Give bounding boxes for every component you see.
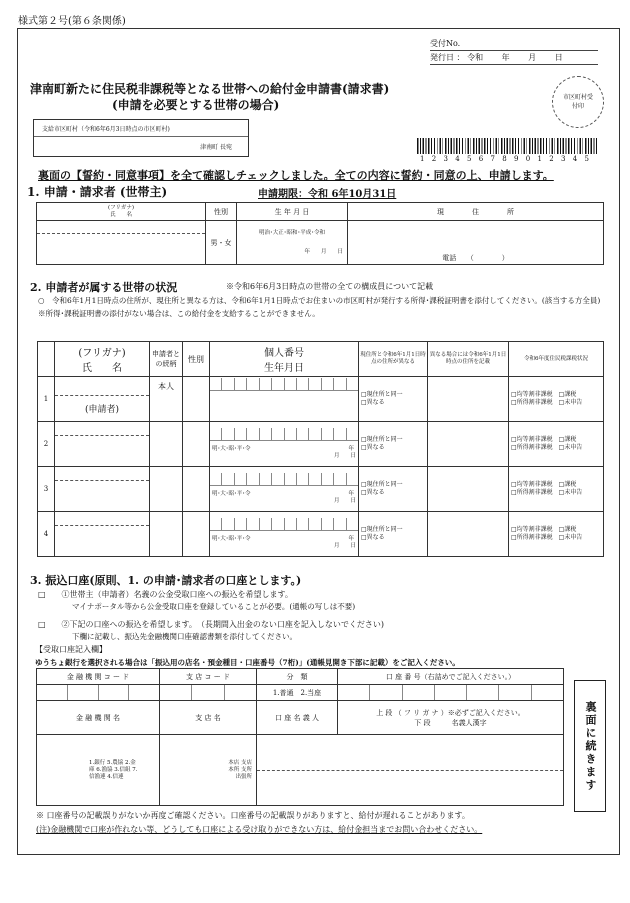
- opt-diff[interactable]: □異なる: [361, 399, 385, 406]
- year-label: 年: [348, 491, 354, 497]
- option2-note: 下欄に記載し、振込先金融機関口座確認書類を添付してください。: [72, 632, 297, 641]
- month-label: 月: [333, 543, 340, 549]
- applicant-label: (申請者): [84, 405, 120, 415]
- household-table: [37, 341, 604, 557]
- addr-check[interactable]: [359, 467, 428, 512]
- bank-name-label: 金 融 機 関 名: [37, 701, 160, 735]
- consent-statement: 裏面の【誓約・同意事項】を全て確認しチェックしました。全ての内容に誓約・同意の上、申請します。: [38, 169, 554, 182]
- relation-principal: 本人: [150, 377, 183, 422]
- old-address-field[interactable]: [428, 512, 509, 557]
- household-row: [38, 512, 604, 557]
- member-name-field[interactable]: [55, 377, 150, 422]
- era-options[interactable]: 明治･大正･昭和･平成･令和: [258, 229, 325, 236]
- option1-checkbox[interactable]: □ ①世帯主（申請者）名義の公金受取口座への振込を希望します。: [38, 590, 293, 599]
- tax-opt-2[interactable]: □所得割非課税 □未申告: [511, 399, 583, 406]
- tax-opt-1[interactable]: □均等割非課税 □課税: [511, 391, 577, 398]
- address-label: 現 住 所: [348, 203, 604, 221]
- tax-opt-2[interactable]: □所得割非課税 □未申告: [511, 444, 583, 451]
- holder-label: 口 座 名 義 人: [257, 701, 338, 735]
- row-number: 4: [38, 512, 55, 557]
- col-addr-diff: 異なる場合には令和6年1月1日時点の住所を記載: [428, 342, 509, 377]
- form-subtitle: (申請を必要とする世帯の場合): [112, 98, 280, 112]
- day-label: 日: [350, 498, 356, 504]
- era-short[interactable]: 明･大･昭･平･令: [212, 446, 251, 452]
- row-number: 3: [38, 467, 55, 512]
- month-label: 月: [333, 453, 340, 459]
- phone-field[interactable]: 電話 （ ）: [442, 253, 509, 262]
- col-furigana: (フリガナ): [78, 348, 126, 359]
- type-label: 分 類: [257, 669, 338, 685]
- bank-code-field[interactable]: [37, 685, 160, 701]
- muni-name: 津南町 長宛: [200, 144, 232, 151]
- sex-field[interactable]: [183, 467, 210, 512]
- opt-same[interactable]: □現住所と同一: [361, 436, 403, 443]
- bank-types[interactable]: 1.銀行 5.農協 2.金庫 6.漁協 3.信組 7.信漁連 4.信連: [89, 759, 138, 780]
- era-short[interactable]: 明･大･昭･平･令: [212, 491, 251, 497]
- tax-check[interactable]: [509, 512, 604, 557]
- yucho-note: ゆうちょ銀行を選択される場合は「振込用の店名・預金種目・口座番号（7桁)」(通帳見開き下部に記載）をご記入ください。: [35, 658, 460, 667]
- tax-check[interactable]: [509, 377, 604, 422]
- day-label: 日: [350, 453, 356, 459]
- household-row: [38, 377, 604, 422]
- addr-check[interactable]: [359, 377, 428, 422]
- member-name-field[interactable]: [55, 512, 150, 557]
- opt-diff[interactable]: □異なる: [361, 534, 385, 541]
- branch-code-field[interactable]: [160, 685, 257, 701]
- row-number: 1: [38, 377, 55, 422]
- relation-field[interactable]: [150, 512, 183, 557]
- sex-field[interactable]: [183, 377, 210, 422]
- form-number: 様式第２号(第６条関係): [18, 16, 126, 27]
- receipt-box: [430, 37, 598, 65]
- section2-heading: 2. 申請者が属する世帯の状況: [30, 281, 178, 294]
- acct-no-field[interactable]: [338, 685, 564, 701]
- household-row: [38, 467, 604, 512]
- footnote-2: (注)金融機関で口座が作れない等、どうしても口座による受け取りができない方は、給付金担当までお問い合わせください。: [36, 825, 483, 834]
- receipt-no[interactable]: 受付No.: [430, 37, 598, 51]
- relation-field[interactable]: [150, 467, 183, 512]
- barcode: [417, 138, 597, 154]
- address-field[interactable]: [348, 221, 604, 265]
- col-tax: 令和6年度住民税課税状況: [509, 342, 604, 377]
- section1-heading: 1. 申請・請求者 (世帯主): [27, 185, 168, 199]
- mynumber-field[interactable]: [210, 422, 359, 467]
- day-label: 日: [350, 543, 356, 549]
- col-sex: 性別: [183, 342, 210, 377]
- tax-opt-2[interactable]: □所得割非課税 □未申告: [511, 489, 583, 496]
- furigana-label: (フリガナ): [107, 204, 135, 211]
- type-options[interactable]: 1.普通 2.当座: [257, 685, 338, 701]
- name-label: 氏 名: [109, 211, 132, 218]
- row-number: 2: [38, 422, 55, 467]
- opt-same[interactable]: □現住所と同一: [361, 526, 403, 533]
- mynumber-field[interactable]: [210, 377, 359, 422]
- household-row: [38, 422, 604, 467]
- reception-stamp: [552, 76, 604, 128]
- branch-types[interactable]: 本店 支店 本所 支所 出張所: [228, 759, 252, 780]
- col-name: 氏 名: [82, 363, 122, 374]
- form-title: 津南町新たに住民税非課税等となる世帯への給付金申請書(請求書): [30, 82, 390, 96]
- year-label: 年: [348, 446, 354, 452]
- sex-field[interactable]: [183, 512, 210, 557]
- member-name-field[interactable]: [55, 422, 150, 467]
- barcode-number: 123456789012345: [420, 155, 597, 163]
- deadline: 申請期限：令和 6年10月31日: [258, 189, 397, 200]
- addr-check[interactable]: [359, 512, 428, 557]
- acct-no-label: 口 座 番 号（右詰めでご記入ください。）: [338, 669, 564, 685]
- old-address-field[interactable]: [428, 377, 509, 422]
- bank-code-label: 金 融 機 関 コ ー ド: [37, 669, 160, 685]
- option1-note: マイナポータル等から公金受取口座を登録していることが必要。(通帳の写しは不要): [72, 602, 356, 611]
- birth-label: 生 年 月 日: [237, 203, 348, 221]
- col-birth: 生年月日: [264, 363, 304, 374]
- option2-checkbox[interactable]: □ ②下記の口座への振込を希望します。 （長期間入出金のない口座を記入しないでください): [38, 620, 385, 629]
- col-mynumber: 個人番号: [264, 348, 304, 359]
- account-box-title: 【受取口座記入欄】: [35, 645, 107, 654]
- opt-same[interactable]: □現住所と同一: [361, 481, 403, 488]
- tax-opt-2[interactable]: □所得割非課税 □未申告: [511, 534, 583, 541]
- birth-date-fmt[interactable]: 年 月 日: [304, 248, 343, 255]
- mynumber-field[interactable]: [210, 467, 359, 512]
- tax-check[interactable]: [509, 422, 604, 467]
- relation-field[interactable]: [150, 422, 183, 467]
- sex-label: 性別: [206, 203, 237, 221]
- tax-opt-1[interactable]: □均等割非課税 □課税: [511, 436, 577, 443]
- month-label: 月: [333, 498, 340, 504]
- upper-label: 上 段 （ フ リ ガ ナ ）※必ずご記入ください。: [376, 708, 525, 717]
- footnote-1: ※ 口座番号の記載誤りがないか再度ご確認ください。口座番号の記載誤りがありますと、給付が遅れることがあります。: [36, 811, 470, 820]
- era-short[interactable]: 明･大･昭･平･令: [212, 536, 251, 542]
- tax-check[interactable]: [509, 467, 604, 512]
- section2-instructions: ○ 令和6年1月1日時点の住所が、現住所と異なる方は、令和6年1月1日時点でお住まいの市区町村が発行する所得･課税証明書を添付してください。(該当する方全員) ※所得･課税証明書の添付がない場合は、この給付金を支給することができません。: [38, 296, 601, 318]
- section2-note: ※令和6年6月3日時点の世帯の全ての構成員について記載: [226, 282, 434, 291]
- municipality-box: [33, 119, 249, 157]
- old-address-field[interactable]: [428, 467, 509, 512]
- lower-label: 下 段 名義人漢字: [414, 718, 487, 727]
- applicant-table: [36, 202, 604, 265]
- mynumber-field[interactable]: [210, 512, 359, 557]
- sex-options[interactable]: 男・女: [206, 221, 237, 265]
- branch-name-field[interactable]: [160, 735, 257, 806]
- muni-label: 支給市区町村（令和6年6月3日時点の市区町村): [42, 126, 170, 133]
- sex-field[interactable]: [183, 422, 210, 467]
- holder-field[interactable]: [257, 735, 564, 806]
- opt-same[interactable]: □現住所と同一: [361, 391, 403, 398]
- tax-opt-1[interactable]: □均等割非課税 □課税: [511, 481, 577, 488]
- col-relation: 申請者との続柄: [150, 342, 183, 377]
- col-addr-same: 現住所と令和6年1月1日時点の住所が異なる: [359, 342, 428, 377]
- tax-opt-1[interactable]: □均等割非課税 □課税: [511, 526, 577, 533]
- account-table: [36, 668, 564, 806]
- year-label: 年: [348, 536, 354, 542]
- issue-date[interactable]: 発行日 ： 令和 年 月 日: [430, 51, 598, 65]
- stamp-text: 市区町村受付印: [562, 94, 593, 110]
- member-name-field[interactable]: [55, 467, 150, 512]
- continue-note: 裏面に続きます: [574, 680, 606, 812]
- old-address-field[interactable]: [428, 422, 509, 467]
- opt-diff[interactable]: □異なる: [361, 444, 385, 451]
- applicant-name-field[interactable]: [37, 221, 206, 265]
- addr-check[interactable]: [359, 422, 428, 467]
- branch-code-label: 支 店 コ ー ド: [160, 669, 257, 685]
- section3-heading: 3. 振込口座(原則、1. の申請･請求者の口座とします。): [30, 574, 302, 587]
- branch-name-label: 支 店 名: [160, 701, 257, 735]
- opt-diff[interactable]: □異なる: [361, 489, 385, 496]
- bank-name-field[interactable]: [37, 735, 160, 806]
